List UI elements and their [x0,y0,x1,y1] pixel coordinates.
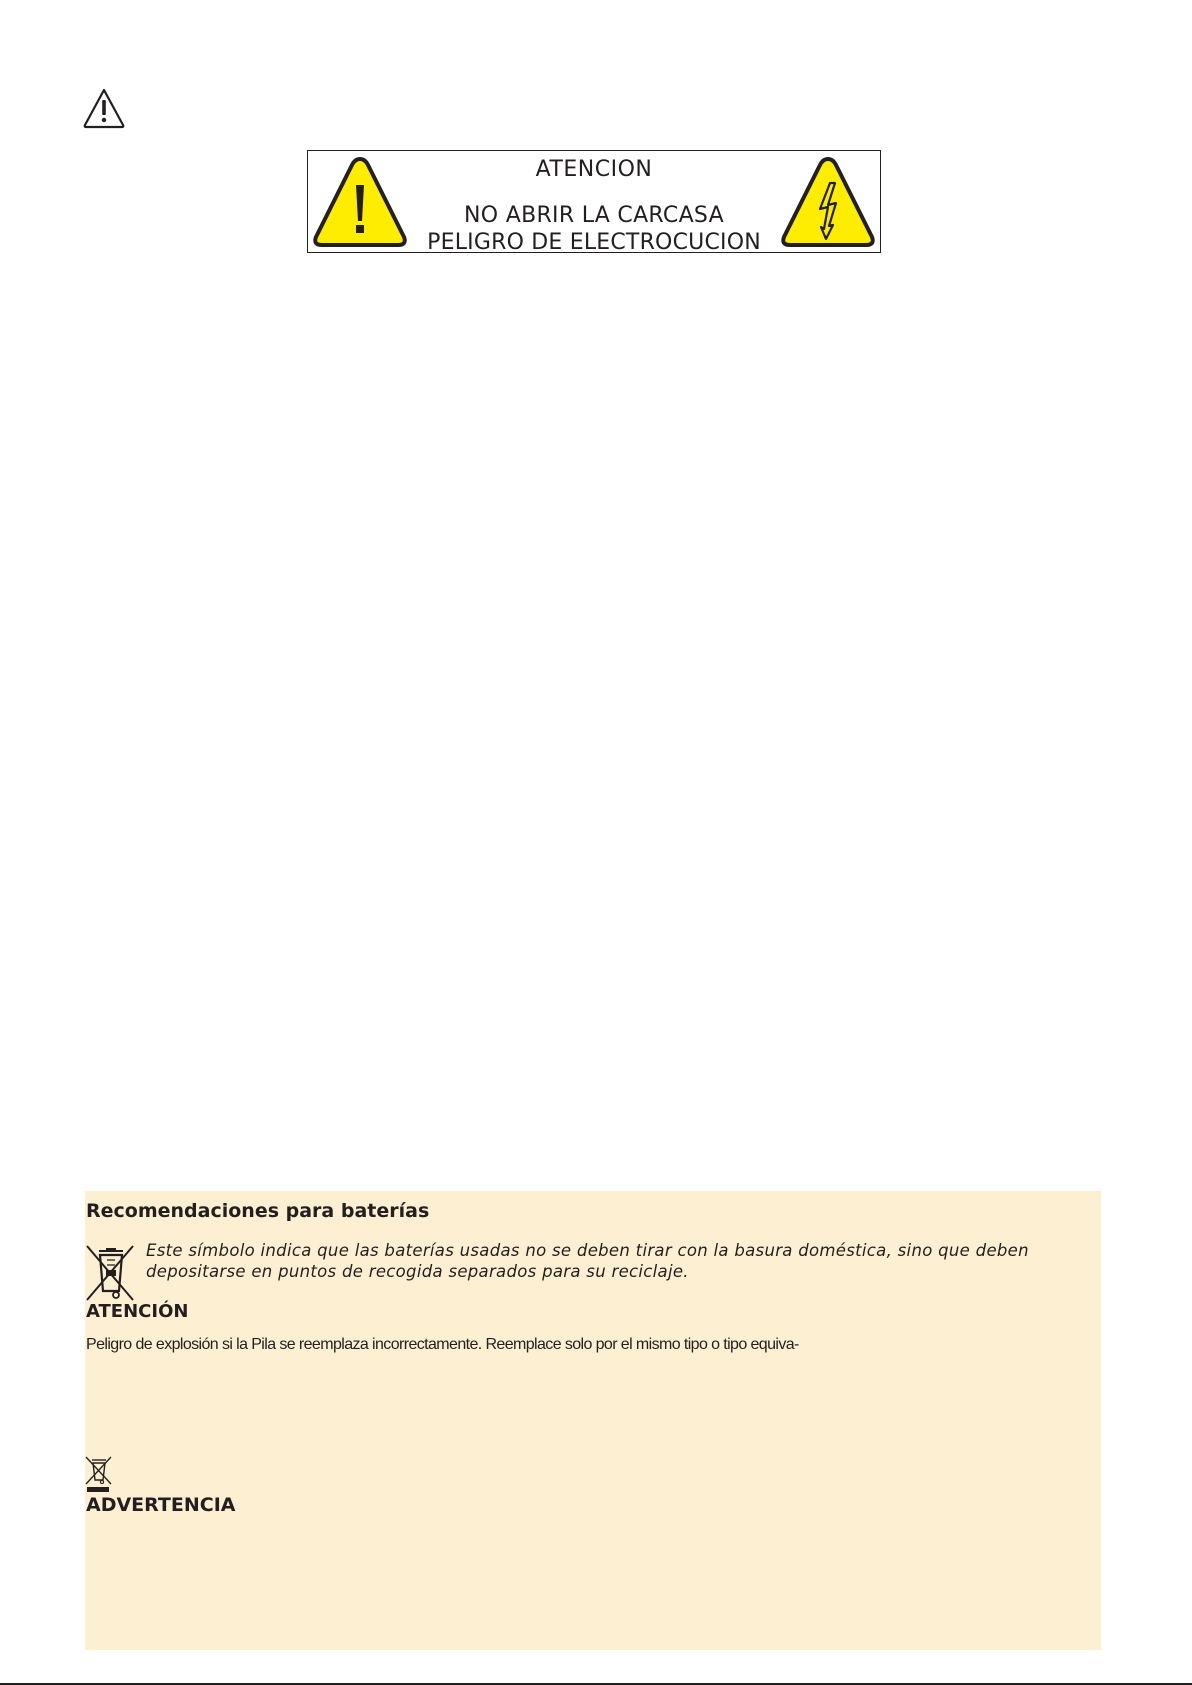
warning-triangle-icon [82,87,126,129]
section-title: Recomendaciones para baterías [86,1200,430,1222]
crossed-out-wheelie-bin-icon [85,1245,137,1303]
atencion-heading: ATENCIÓN [86,1301,189,1322]
label-title: ATENCION [535,157,653,182]
label-line-1: NO ABRIR LA CARCASA [464,203,724,228]
explosion-warning-text: Peligro de explosión si la Pila se reemplaza incorrectamente. Reemplace solo por el mismo tipo o tipo equiva- [86,1336,799,1353]
advertencia-heading: ADVERTENCIA [86,1494,236,1516]
crossed-out-wheelie-bin-icon [85,1456,113,1494]
caution-label [307,150,881,253]
label-line-2: PELIGRO DE ELECTROCUCION [427,230,761,255]
high-voltage-triangle-icon [780,155,876,249]
battery-recommendations-panel [85,1191,1101,1650]
battery-symbol-description: Este símbolo indica que las baterías usadas no se deben tirar con la basura doméstica, sino que deben depositarse en puntos de recogida separados para su reciclaje. [146,1241,1029,1281]
